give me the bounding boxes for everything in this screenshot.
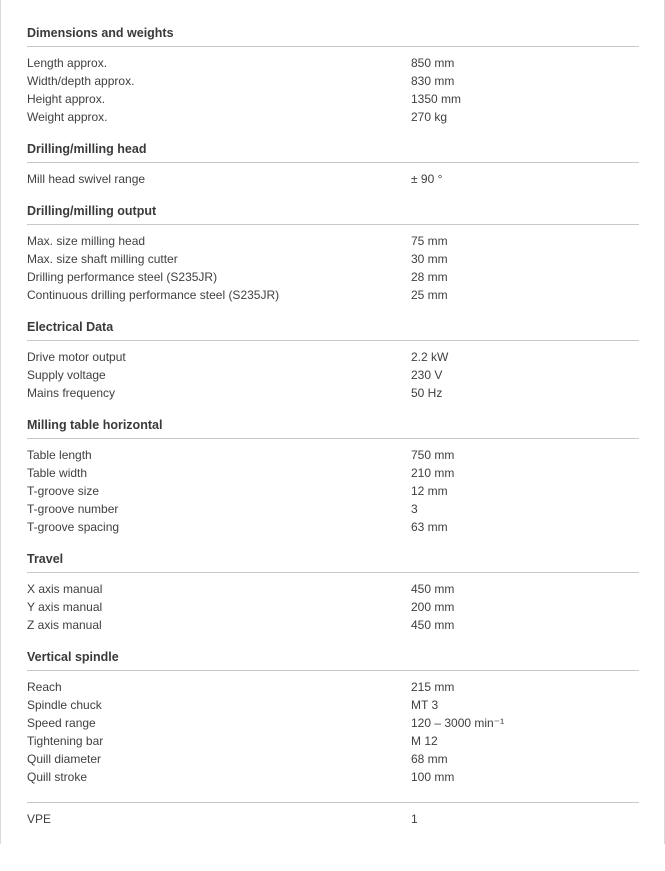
spec-row-list (10, 163, 647, 188)
spec-group-spacer (10, 304, 647, 320)
spec-group-spacer (10, 402, 647, 418)
spec-group (10, 320, 647, 402)
spec-group (10, 418, 647, 536)
spec-group-spacer (10, 828, 647, 844)
spec-row-value: MT 3 (411, 698, 439, 712)
spec-group-title: Dimensions and weights (27, 26, 174, 40)
spec-row-value: 30 mm (411, 252, 448, 266)
spec-row (10, 580, 647, 598)
spec-row (10, 464, 647, 482)
spec-row (10, 108, 647, 126)
spec-row (10, 250, 647, 268)
spec-row-label: Quill stroke (27, 770, 88, 784)
spec-row-value: 25 mm (411, 288, 448, 302)
spec-row (10, 170, 647, 188)
spec-row-value: 750 mm (411, 448, 455, 462)
spec-row-label: Z axis manual (27, 618, 102, 632)
spec-group-title: Electrical Data (27, 320, 114, 334)
spec-group-spacer (10, 126, 647, 142)
spec-row-list (10, 47, 647, 126)
spec-row (10, 810, 647, 828)
spec-row-label: X axis manual (27, 582, 103, 596)
spec-row-label: T-groove spacing (27, 520, 120, 534)
spec-row-value: 215 mm (411, 680, 455, 694)
spec-row (10, 446, 647, 464)
spec-row-label: Weight approx. (27, 110, 108, 124)
spec-row-list (10, 341, 647, 402)
spec-row-label: Y axis manual (27, 600, 103, 614)
spec-row-label: Mains frequency (27, 386, 116, 400)
spec-row-label: T-groove size (27, 484, 100, 498)
spec-row (10, 768, 647, 786)
spec-group (10, 552, 647, 634)
spec-row-value: M 12 (411, 734, 438, 748)
spec-row-label: Table length (27, 448, 92, 462)
spec-group-spacer (10, 634, 647, 650)
spec-row (10, 714, 647, 732)
spec-row (10, 732, 647, 750)
spec-row-label: VPE (27, 812, 52, 826)
spec-row-value: 830 mm (411, 74, 455, 88)
spec-group-title: Drilling/milling head (27, 142, 147, 156)
spec-row-label: Spindle chuck (27, 698, 102, 712)
spec-row-label: Reach (27, 680, 62, 694)
spec-row-value: ± 90 ° (411, 172, 443, 186)
spec-row-label: Mill head swivel range (27, 172, 146, 186)
top-spacer (10, 0, 647, 26)
spec-row-value: 850 mm (411, 56, 455, 70)
spec-row-value: 450 mm (411, 618, 455, 632)
spec-group-spacer (10, 536, 647, 552)
spec-row-label: Max. size milling head (27, 234, 146, 248)
spec-row-label: Quill diameter (27, 752, 102, 766)
spec-group-title: Drilling/milling output (27, 204, 157, 218)
spec-group-title: Travel (27, 552, 64, 566)
spec-row (10, 232, 647, 250)
spec-row-value: 100 mm (411, 770, 455, 784)
spec-row-label: Tightening bar (27, 734, 104, 748)
spec-group (10, 26, 647, 126)
spec-row-label: T-groove number (27, 502, 119, 516)
spec-row (10, 72, 647, 90)
spec-group-spacer (10, 188, 647, 204)
spec-row (10, 678, 647, 696)
spec-row-value: 12 mm (411, 484, 448, 498)
spec-row-label: Speed range (27, 716, 96, 730)
spec-row-value: 1 (411, 812, 418, 826)
spec-row (10, 54, 647, 72)
spec-row-label: Drive motor output (27, 350, 126, 364)
spec-row-value: 50 Hz (411, 386, 443, 400)
spec-group-spacer (10, 786, 647, 802)
spec-row (10, 268, 647, 286)
spec-row-label: Height approx. (27, 92, 106, 106)
spec-row-value: 1350 mm (411, 92, 462, 106)
spec-row-label: Max. size shaft milling cutter (27, 252, 178, 266)
spec-group-title: Vertical spindle (27, 650, 119, 664)
spec-row-value: 28 mm (411, 270, 448, 284)
spec-group (10, 142, 647, 188)
spec-groups (10, 26, 647, 844)
spec-row (10, 90, 647, 108)
spec-row-value: 270 kg (411, 110, 448, 124)
spec-group (10, 650, 647, 786)
spec-row-list (10, 803, 647, 828)
spec-row-list (10, 573, 647, 634)
spec-row-list (10, 225, 647, 304)
spec-row-value: 3 (411, 502, 418, 516)
spec-row-value: 63 mm (411, 520, 448, 534)
spec-row-label: Continuous drilling performance steel (S235JR) (27, 288, 280, 302)
spec-row (10, 696, 647, 714)
spec-row-label: Width/depth approx. (27, 74, 135, 88)
left-edge-rule (0, 0, 1, 844)
spec-row (10, 366, 647, 384)
spec-row (10, 348, 647, 366)
spec-row-value: 230 V (411, 368, 443, 382)
spec-group-title: Milling table horizontal (27, 418, 163, 432)
spec-row-value: 200 mm (411, 600, 455, 614)
spec-row-value: 75 mm (411, 234, 448, 248)
spec-row (10, 616, 647, 634)
spec-row-label: Supply voltage (27, 368, 106, 382)
spec-row (10, 286, 647, 304)
spec-row-value: 120 – 3000 min⁻¹ (411, 716, 505, 730)
spec-row (10, 750, 647, 768)
spec-row (10, 598, 647, 616)
spec-row-list (10, 671, 647, 786)
spec-row-value: 450 mm (411, 582, 455, 596)
spec-row-label: Length approx. (27, 56, 108, 70)
spec-row-label: Table width (27, 466, 88, 480)
spec-row-list (10, 439, 647, 536)
spec-row (10, 384, 647, 402)
spec-row-value: 2.2 kW (411, 350, 449, 364)
spec-group (10, 204, 647, 304)
spec-row-value: 68 mm (411, 752, 448, 766)
spec-row (10, 518, 647, 536)
spec-row-label: Drilling performance steel (S235JR) (27, 270, 218, 284)
spec-row-value: 210 mm (411, 466, 455, 480)
spec-row (10, 482, 647, 500)
spec-group (10, 802, 647, 828)
spec-row (10, 500, 647, 518)
